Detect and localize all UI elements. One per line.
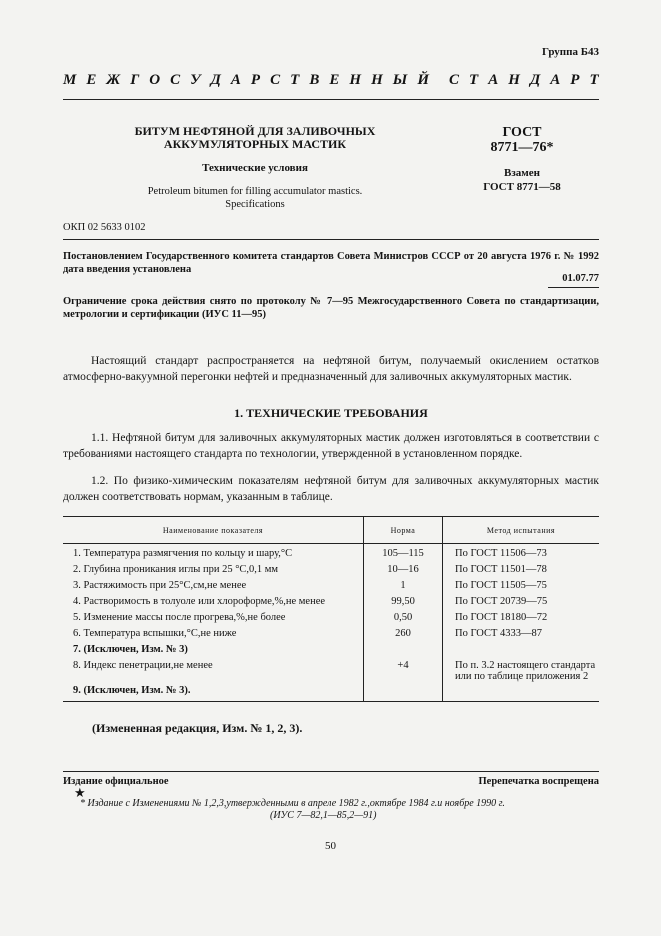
- banner-letter: Й: [417, 72, 429, 88]
- indicator-cell: 4. Растворимость в толуоле или хлороформе,%,не менее: [73, 596, 326, 607]
- banner-letter: Р: [570, 72, 580, 88]
- footnote-line-1: * Издание с Изменениями № 1,2,3,утвержденными в апреле 1982 г.,октябре 1984 г.и ноябре 1990 г.: [80, 798, 505, 809]
- table-row: [63, 594, 599, 610]
- intro-paragraph: Настоящий стандарт распространяется на нефтяной битум, получаемый окислением остатков атмосферно-вакуумной перегонки нефтей и предназначенный для заливочных аккумуляторных мастик.: [63, 355, 599, 383]
- banner-letter: Т: [589, 72, 599, 88]
- intro-date: 01.07.77: [562, 273, 599, 284]
- banner-letter: Ж: [106, 72, 121, 88]
- limit-note: Ограничение срока действия снято по протоколу № 7—95 Межгосударственного Совета по стандартизации, метрологии и сертификации (ИУС 11—95): [63, 296, 599, 320]
- okp-code: ОКП 02 5633 0102: [63, 222, 146, 233]
- banner-letter: Н: [371, 72, 383, 88]
- english-title-line-1: Petroleum bitumen for filling accumulator mastics.: [147, 186, 363, 197]
- banner-letter: А: [230, 72, 241, 88]
- date-rule: [548, 287, 599, 288]
- banner-letter: С: [270, 72, 281, 88]
- replaces-code: ГОСТ 8771—58: [483, 181, 561, 193]
- method-cell: По ГОСТ 20739—75: [455, 596, 548, 607]
- banner-letter: В: [309, 72, 320, 88]
- title-line-2: АККУМУЛЯТОРНЫХ МАСТИК: [163, 137, 347, 151]
- method-cell: По п. 3.2 настоящего стандарта или по таблице приложения 2: [455, 660, 596, 682]
- decree-text: Постановлением Государственного комитета стандартов Совета Министров СССР от 20 августа 1976 г. № 1992 дата введения установлена: [63, 251, 599, 275]
- table-row: [63, 658, 599, 683]
- banner-letter: Е: [329, 72, 340, 88]
- indicator-cell: 1. Температура размягчения по кольцу и шару,°С: [73, 548, 293, 559]
- clause-1-2: 1.2. По физико-химическим показателям нефтяной битум для заливочных аккумуляторных мастик должен соответствовать нормам, указанным в таблице.: [63, 475, 599, 503]
- edited-note: (Измененная редакция, Изм. № 1, 2, 3).: [92, 721, 303, 735]
- method-cell: По ГОСТ 11501—78: [455, 564, 547, 575]
- banner-letter: Е: [86, 72, 97, 88]
- norm-cell: 0,50: [364, 610, 443, 626]
- reprint-notice: Перепечатка воспрещена: [478, 776, 599, 787]
- requirements-table: [63, 516, 599, 702]
- banner-letter: Н: [508, 72, 520, 88]
- gost-number: [468, 125, 576, 155]
- norm-cell: 260: [364, 626, 443, 642]
- norm-cell: +4: [364, 658, 443, 683]
- star-icon: ★: [74, 785, 86, 800]
- norm-cell: 105—115: [364, 544, 443, 563]
- gost-code: 8771—76*: [490, 140, 554, 155]
- indicator-cell: 6. Температура вспышки,°С,не ниже: [73, 628, 237, 639]
- banner-letter: Н: [349, 72, 362, 88]
- indicator-cell: 8. Индекс пенетрации,не менее: [73, 660, 213, 671]
- norm-cell: 1: [364, 578, 443, 594]
- group-code: Группа Б43: [542, 46, 599, 58]
- indicator-cell: 3. Растяжимость при 25°С,см,не менее: [73, 580, 247, 591]
- banner-letter: У: [190, 72, 201, 88]
- banner-letter: С: [170, 72, 181, 88]
- banner-letter: С: [449, 72, 460, 88]
- norm-cell: 10—16: [364, 562, 443, 578]
- table-header-row: [63, 517, 599, 544]
- banner-letter: Т: [469, 72, 479, 88]
- banner-letter: Г: [130, 72, 140, 88]
- edition-footnote: [80, 798, 620, 822]
- method-cell: По ГОСТ 11505—75: [455, 580, 547, 591]
- banner-letter: А: [488, 72, 499, 88]
- banner-letter: О: [149, 72, 161, 88]
- indicator-cell: 2. Глубина проникания иглы при 25 °С,0,1 мм: [73, 564, 279, 575]
- norm-cell: [364, 642, 443, 658]
- page-number: 50: [325, 840, 336, 852]
- banner-letter: Т: [290, 72, 300, 88]
- method-cell: [443, 642, 600, 658]
- clause-1-1: 1.1. Нефтяной битум для заливочных аккумуляторных мастик должен изготовляться в соответствии с требованиями настоящего стандарта по технологии, утвержденной в установленном порядке.: [63, 432, 599, 460]
- norm-cell: 99,50: [364, 594, 443, 610]
- standard-banner: [63, 72, 599, 92]
- banner-letter: Д: [529, 72, 541, 88]
- english-title-line-2: Specifications: [225, 199, 285, 210]
- footer-rule: [63, 771, 599, 772]
- table-row: [63, 544, 599, 563]
- banner-letter: М: [63, 72, 77, 88]
- banner-letter: Д: [210, 72, 221, 88]
- banner-rule: [63, 99, 599, 100]
- banner-letter: Ы: [392, 72, 408, 88]
- method-cell: [443, 683, 600, 702]
- gost-label: ГОСТ: [502, 125, 542, 140]
- indicator-cell: 7. (Исключен, Изм. № 3): [73, 644, 188, 655]
- header-norm: Норма: [364, 517, 443, 544]
- replaces-label: Взамен: [504, 167, 540, 179]
- header-method: Метод испытания: [443, 517, 600, 544]
- table-row: [63, 610, 599, 626]
- replaces-block: [448, 166, 596, 194]
- okp-rule: [63, 239, 599, 240]
- footnote-line-2: (ИУС 7—82,1—85,2—91): [270, 810, 377, 821]
- table-row: [63, 578, 599, 594]
- document-title: [100, 125, 410, 151]
- table-row: [63, 642, 599, 658]
- banner-letter: А: [550, 72, 561, 88]
- table-row: [63, 626, 599, 642]
- english-title: [100, 185, 410, 211]
- header-indicator: Наименование показателя: [63, 517, 364, 544]
- method-cell: По ГОСТ 11506—73: [455, 548, 547, 559]
- indicator-cell: 5. Изменение массы после прогрева,%,не более: [73, 612, 286, 623]
- table-row: [63, 562, 599, 578]
- table-row: [63, 683, 599, 702]
- method-cell: По ГОСТ 18180—72: [455, 612, 548, 623]
- banner-letter: Р: [250, 72, 261, 88]
- indicator-cell: 9. (Исключен, Изм. № 3).: [63, 683, 364, 702]
- title-line-1: БИТУМ НЕФТЯНОЙ ДЛЯ ЗАЛИВОЧНЫХ: [134, 124, 376, 138]
- method-cell: По ГОСТ 4333—87: [455, 628, 543, 639]
- norm-cell: [364, 683, 443, 702]
- section-title: 1. ТЕХНИЧЕСКИЕ ТРЕБОВАНИЯ: [234, 406, 428, 420]
- document-subtitle: Технические условия: [202, 162, 308, 174]
- official-edition: Издание официальное: [63, 776, 169, 787]
